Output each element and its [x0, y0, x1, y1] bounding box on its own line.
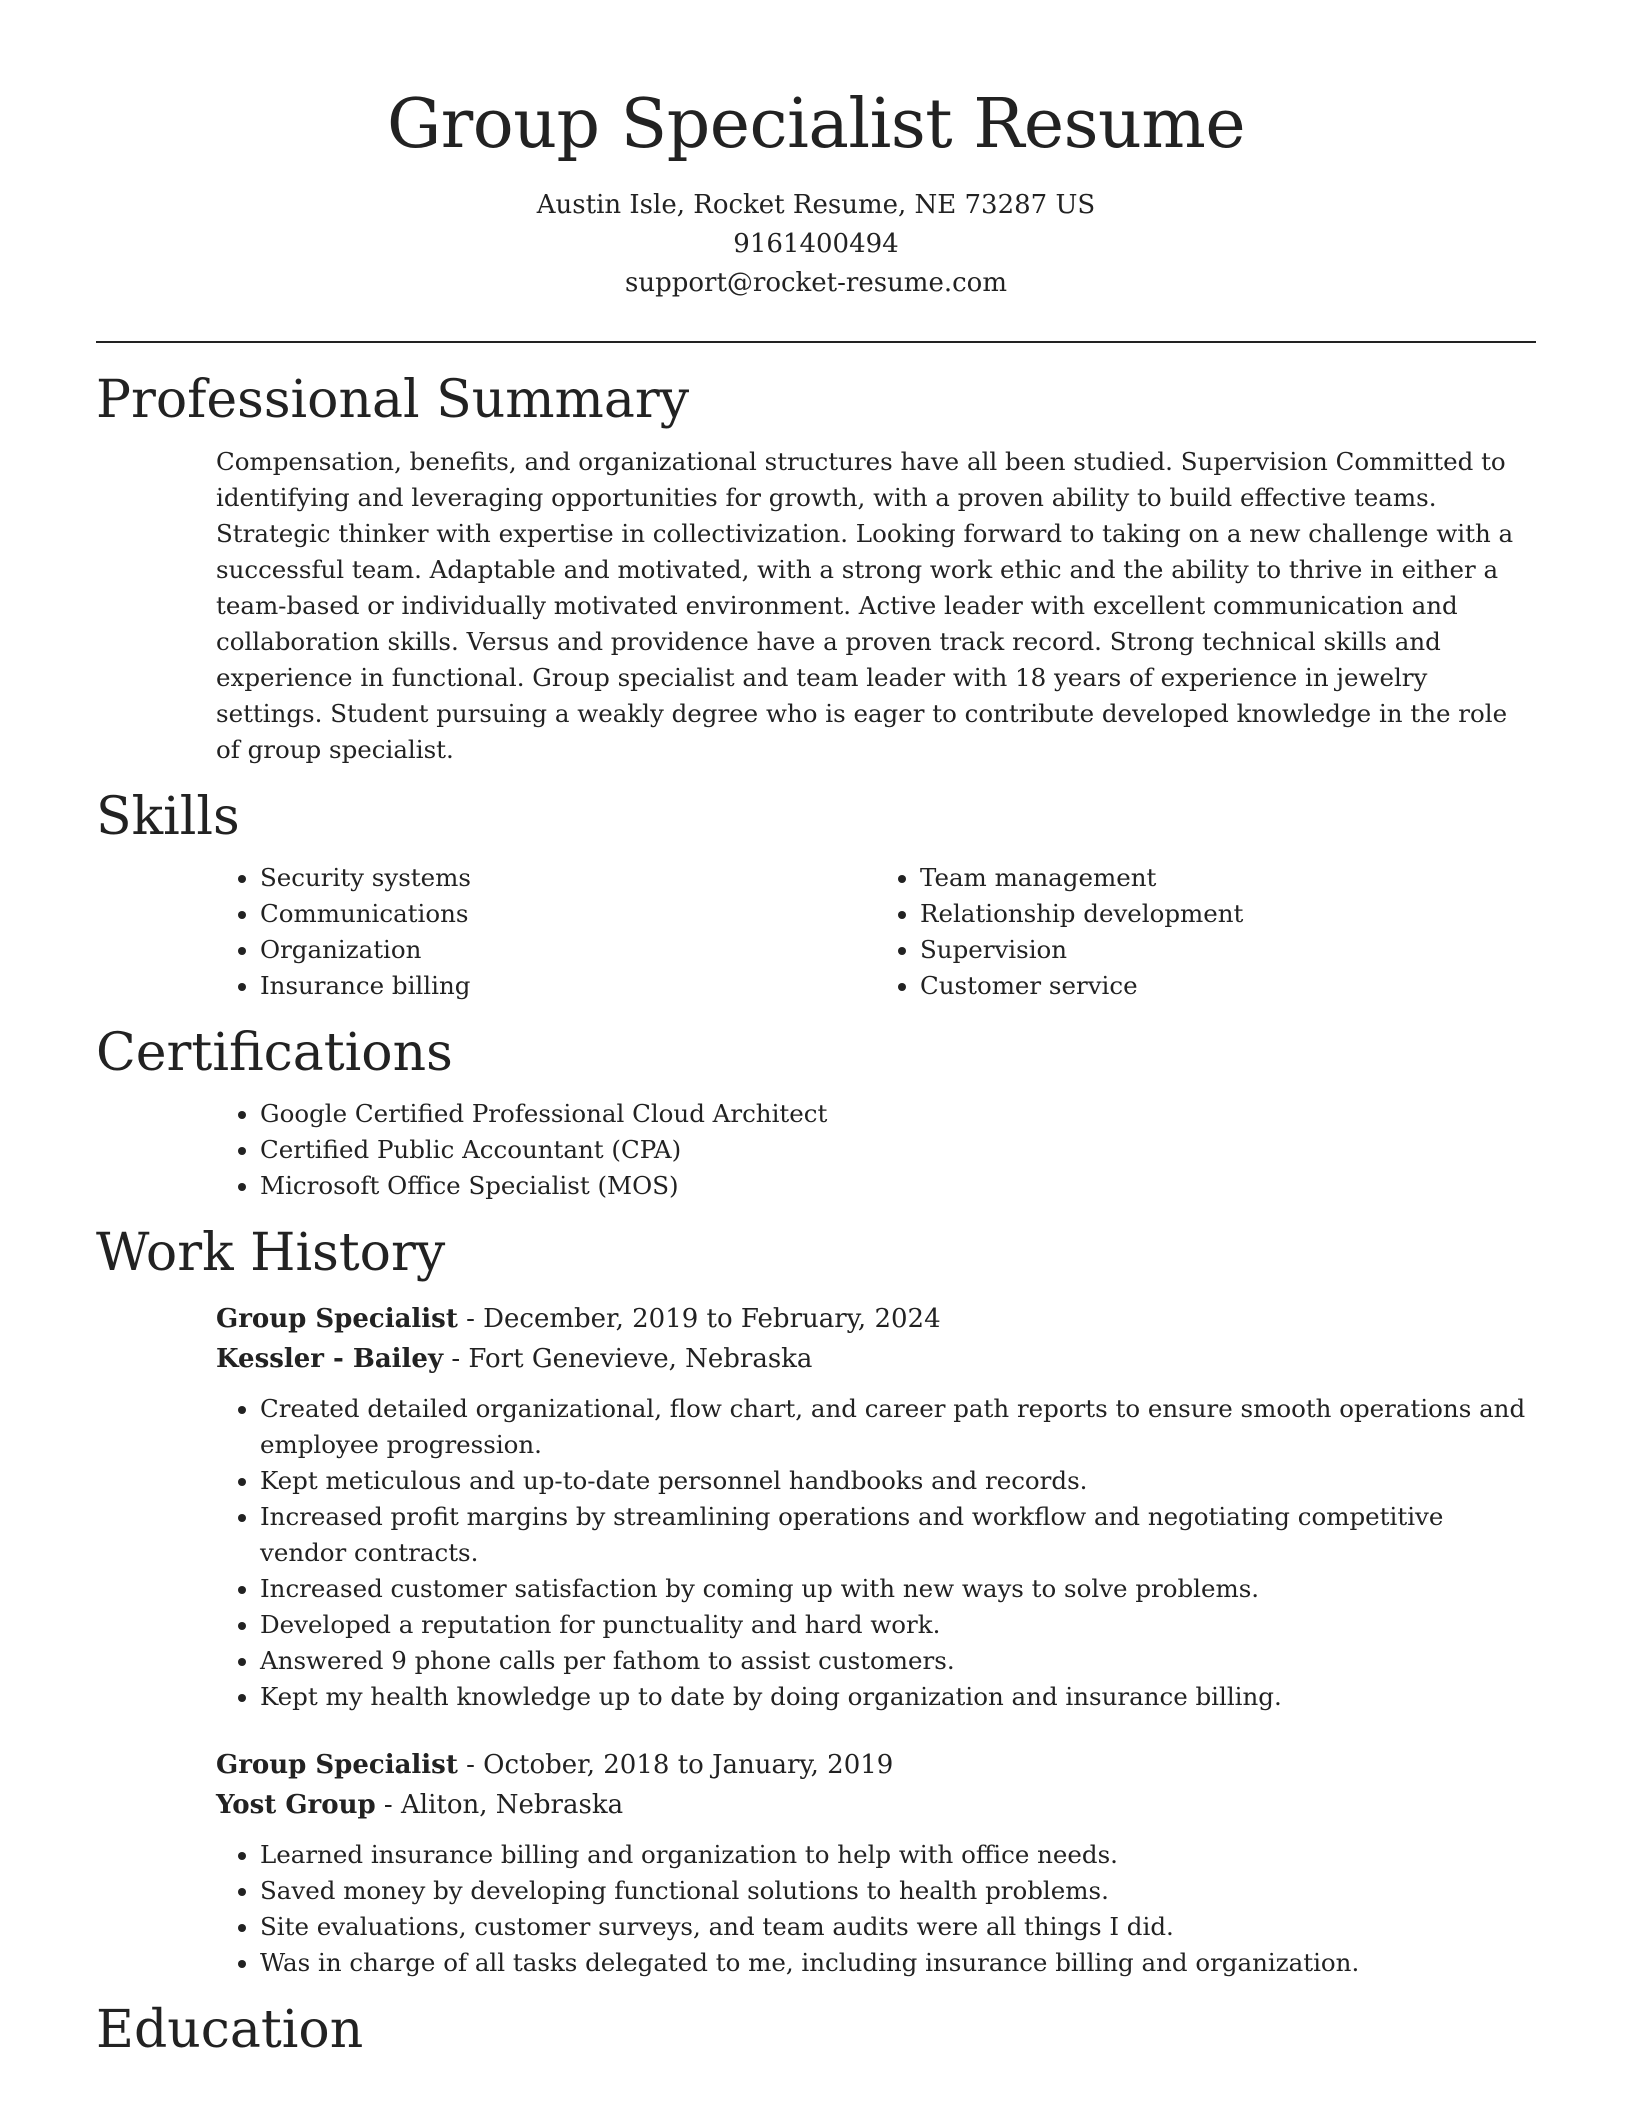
job-title-line [216, 1745, 1536, 1785]
resume-header [96, 0, 1536, 303]
resume-title: Group Specialist Resume [386, 85, 1246, 164]
job-company-line [216, 1339, 1536, 1379]
skill-item: • Team management [920, 860, 1536, 896]
job-bullet: • Answered 9 phone calls per fathom to assist customers. [260, 1643, 1536, 1679]
contact-email: support@rocket-resume.com [624, 268, 1007, 299]
job-title-line [216, 1299, 1536, 1339]
certification-item: • Microsoft Office Specialist (MOS) [260, 1168, 1536, 1204]
job-title: Group Specialist [216, 1303, 458, 1334]
work-history-heading: Work History [96, 1223, 446, 1284]
job-bullet: • Was in charge of all tasks delegated to me, including insurance billing and organization. [260, 1945, 1536, 1981]
job-bullet: • Developed a reputation for punctuality and hard work. [260, 1607, 1536, 1643]
job-location: - Aliton, Nebraska [375, 1789, 624, 1820]
summary-section [96, 369, 1536, 767]
contact-phone: 9161400494 [733, 229, 899, 260]
job-company-line [216, 1785, 1536, 1825]
job-bullet: • Saved money by developing functional solutions to health problems. [260, 1873, 1536, 1909]
skill-item: • Organization [260, 932, 876, 968]
job-title: Group Specialist [216, 1749, 458, 1780]
job-bullets [216, 1391, 1536, 1715]
skills-list-right [876, 860, 1536, 1004]
certifications-section [96, 1022, 1536, 1204]
skill-item: • Supervision [920, 932, 1536, 968]
education-heading: Education [96, 1999, 364, 2060]
certification-item: • Certified Public Accountant (CPA) [260, 1132, 1536, 1168]
skills-section [96, 786, 1536, 1004]
job-location: - Fort Genevieve, Nebraska [443, 1343, 813, 1374]
job-dates: - October, 2018 to January, 2019 [457, 1749, 894, 1780]
job-bullets [216, 1837, 1536, 1981]
skill-item: • Relationship development [920, 896, 1536, 932]
skill-item: • Customer service [920, 968, 1536, 1004]
header-divider [96, 341, 1536, 343]
skills-list-left [216, 860, 876, 1004]
certifications-heading: Certifications [96, 1022, 453, 1083]
job-bullet: • Learned insurance billing and organization to help with office needs. [260, 1837, 1536, 1873]
job-entry [96, 1299, 1536, 1715]
certification-item: • Google Certified Professional Cloud Architect [260, 1096, 1536, 1132]
job-bullet: • Site evaluations, customer surveys, and team audits were all things I did. [260, 1909, 1536, 1945]
work-history-section [96, 1222, 1536, 1980]
job-bullet: • Kept my health knowledge up to date by doing organization and insurance billing. [260, 1679, 1536, 1715]
skill-item: • Security systems [260, 860, 876, 896]
job-bullet: • Kept meticulous and up-to-date personnel handbooks and records. [260, 1463, 1536, 1499]
skills-heading: Skills [96, 786, 240, 847]
job-bullet: • Increased profit margins by streamlining operations and workflow and negotiating competitive vendor contracts. [260, 1499, 1536, 1571]
summary-text: Compensation, benefits, and organizational structures have all been studied. Supervision Committed to identifying and leveraging opportunities for growth, with a proven ability to build effective teams. Strategic thinker with expertise in collectivization. Looking forward to taking on a new challenge with a successful team. Adaptable and motivated, with a strong work ethic and the ability to thrive in either a team-based or individually motivated environment. Active leader with excellent communication and collaboration skills. Versus and providence have a proven track record. Strong technical skills and experience in functional. Group specialist and team leader with 18 years of experience in jewelry settings. Student pursuing a weakly degree who is eager to contribute developed knowledge in the role of group specialist. [216, 446, 1514, 764]
skills-grid [96, 860, 1536, 1004]
job-dates: - December, 2019 to February, 2024 [457, 1303, 941, 1334]
education-section [96, 1999, 1536, 2061]
job-company: Kessler - Bailey [216, 1343, 444, 1374]
summary-heading: Professional Summary [96, 370, 690, 431]
skill-item: • Communications [260, 896, 876, 932]
job-company: Yost Group [216, 1789, 376, 1820]
job-bullet: • Increased customer satisfaction by coming up with new ways to solve problems. [260, 1571, 1536, 1607]
job-entry [96, 1745, 1536, 1981]
skill-item: • Insurance billing [260, 968, 876, 1004]
job-bullet: • Created detailed organizational, flow chart, and career path reports to ensure smooth operations and employee progression. [260, 1391, 1536, 1463]
contact-address: Austin Isle, Rocket Resume, NE 73287 US [536, 190, 1096, 221]
certifications-list [216, 1096, 1536, 1204]
